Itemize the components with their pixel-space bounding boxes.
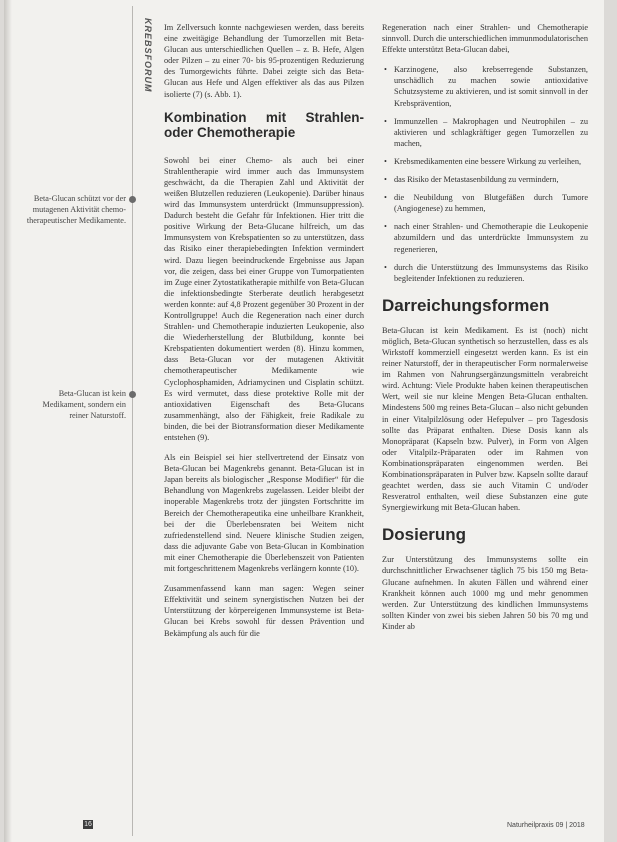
list-item: • Krebsmedikamenten eine bessere Wirkung zu verleihen, — [382, 156, 588, 167]
paragraph: Zur Unterstützung des Immunsystems sollte ein durchschnittlicher Erwachsener täglich 75 bis 150 mg Beta-Glucane aufnehmen. In akuten Fällen und während einer Krankheit können auch 1000 mg und mehr genommen werden. Zur Unterstützung des kindlichen Immunsystems sollten Kinder von zwei bis sieben Jahren 50 bis 70 mg und Kinder ab — [382, 555, 588, 631]
list-item: • Immunzellen – Makrophagen und Neutrophilen – zu aktivieren und schlagkräftiger gegen Tumorzellen zu machen, — [382, 116, 588, 149]
text-column-right — [382, 22, 588, 632]
paragraph: Im Zellversuch konnte nachgewiesen werden, dass bereits eine zweitägige Behandlung der Tumorzellen mit Beta-Glucan aus unterschiedlichen Quellen – z. B. Hefe, Algen oder Pilzen – zu einer 70- bis 95-prozentigen Reduzierung des Tumorgewichts führte. Dabei zeigte sich das Beta-Glucan aus Hefe und Algen effektiver als das aus Pilzen isolierte (7) (s. Abb. 1). — [164, 23, 364, 99]
bullet-list — [382, 64, 588, 284]
sidebar-note: Beta-Glucan schützt vor der mutagenen Aktivität chemo-therapeutischer Medikamente. — [26, 194, 126, 226]
note-marker-icon — [129, 391, 136, 398]
list-item: • das Risiko der Metastasenbildung zu vermindern, — [382, 174, 588, 185]
section-heading: Dosierung — [382, 525, 467, 545]
paragraph: Zusammenfassend kann man sagen: Wegen seiner Effektivität und seinem synergistischen Nutzen bei der Unterstützung der körpereigenen Immunsysteme ist Beta-Glucan bei Krebs sowohl für dessen Prävention und Bekämpfung als auch für die — [164, 584, 364, 638]
paragraph: Beta-Glucan ist kein Medikament. Es ist (noch) nicht möglich, Beta-Glucan synthetisch so herzustellen, dass es als Wirkstoff kommerziell eingesetzt werden kann. Es ist ein reiner Naturstoff, der in therapeutischer Form normalerweise im Rahmen von Nahrungsergänzungsmitteln verabreicht wird. Achtung: Viele Produkte haben keinen therapeutischen Wert, weil sie nur kleine Mengen Beta-Glucan enthalten. Mindestens 500 mg reines Beta-Glucan – also nicht gebunden in einer Vitalpilzlösung oder Hefepulver – pro Tagesdosis sollte das Präparat enthalten. Diese Dosis kann als Monopräparat (Kapseln bzw. Pulver), in Form von Algen oder Vitalpilz-Präparaten oder im Rahmen von Kombinationspräparaten eingenommen werden. Bei Kombinationspräparaten in Pulver bzw. Kapseln sollte darauf geachtet werden, dass sie auch Vitamin C und/oder Resveratrol enthalten, weil diese Substanzen eine gute Synergiewirkung mit Beta-Glucan haben. — [382, 325, 588, 513]
list-item: • die Neubildung von Blutgefäßen durch Tumore (Angiogenese) zu hemmen, — [382, 192, 588, 214]
paragraph: Sowohl bei einer Chemo- als auch bei einer Strahlentherapie wird immer auch das Immunsystem geschwächt, da die Therapien Zahl und Aktivität der weißen Blutzellen reduzieren (Leukopenie). Darüber hinaus wird das Immunsystem unterdrückt (Immunsuppression). Dadurch besteht die Gefahr für Infektionen. Hier tritt die positive Wirkung der Beta-Glucane hilfreich, um das Immunsystem von Krebspatienten so zu unterstützen, dass das Risiko einer therapiebedingten Infektion vermindert wird. Dazu liegen beeindruckende Ergebnisse aus Japan vor, die zeigen, dass bei einer Gruppe von Tumorpatienten im Zuge einer Zytostatikatherapie mithilfe von Beta-Glucan die infektionsbedingte Sterberate deutlich herabgesetzt werden konnte: auf 4,8 Prozent gegenüber 30 Prozent in der Kontrollgruppe! Auch die Regeneration nach einer durch Strahlen- und Chemotherapie induzierten Leukopenie, also die Wiederherstellung der Blutbildung, konnte bei Krebspatienten dokumentiert werden (8). Hinzu kommen, dass Beta-Glucan vor der mutagenen Aktivität chemotherapeutischer Medikamente wie Cyclophosphamiden, Adriamycinen und Cisplatin schützt. Es wird vermutet, dass diese protektive Rolle mit der antioxidativen Eigenschaft des Beta-Glucans zusammenhängt, also der Fähigkeit, freie Radikale zu binden, die bei der Biotransformation dieser Medikamente entstehen (9). — [164, 155, 364, 442]
sidebar-divider — [132, 6, 133, 836]
paragraph: Regeneration nach einer Strahlen- und Chemotherapie sinnvoll. Durch die unterschiedlichen immunmodulatorischen Effekte unterstützt Beta-Glucan dabei, — [382, 23, 588, 55]
section-heading: Kombination mit Strahlen- oder Chemotherapie — [164, 109, 364, 141]
section-label: KREBSFORUM — [143, 18, 153, 93]
page-number: 16 — [84, 821, 92, 828]
section-heading: Darreichungsformen — [382, 295, 550, 315]
page-binding-shadow — [4, 0, 12, 842]
list-item: • nach einer Strahlen- und Chemotherapie die Leukopenie abzumildern und das unterdrückte Immunsystem zu regenerieren, — [382, 221, 588, 254]
magazine-footer: Naturheilpraxis 09 | 2018 — [507, 822, 585, 829]
note-marker-icon — [129, 196, 136, 203]
text-column-left — [164, 22, 364, 639]
magazine-page — [4, 0, 604, 842]
list-item: • Karzinogene, also krebserregende Substanzen, unschädlich zu machen sowie antioxidative Schutzsysteme zu aktivieren, und ist somit sinnvoll in der Krebsprävention, — [382, 64, 588, 108]
sidebar-note: Beta-Glucan ist kein Medikament, sondern ein reiner Naturstoff. — [42, 389, 126, 421]
paragraph: Als ein Beispiel sei hier stellvertretend der Einsatz von Beta-Glucan bei Magenkrebs genannt. Beta-Glucan ist in Japan bereits als biologischer „Response Modifier“ für die Behandlung von Magenkrebs zugelassen. Leider bleibt der inoperable Magenkrebs trotz der jüngsten Fortschritte im Bereich der Chemotherapeutika eine unheilbare Krankheit, bei der die Überlebensraten bei Weitem nicht zufriedenstellend sind. Neuere klinische Studien zeigen, dass die adjuvante Gabe von Beta-Glucan in Kombination mit einer Chemotherapie die Überlebenszeit von Patienten mit fortgeschrittenem Magenkrebs verlängern konnte (10). — [164, 453, 364, 574]
list-item: • durch die Unterstützung des Immunsystems das Risiko begleitender Infektionen zu reduzieren. — [382, 262, 588, 284]
